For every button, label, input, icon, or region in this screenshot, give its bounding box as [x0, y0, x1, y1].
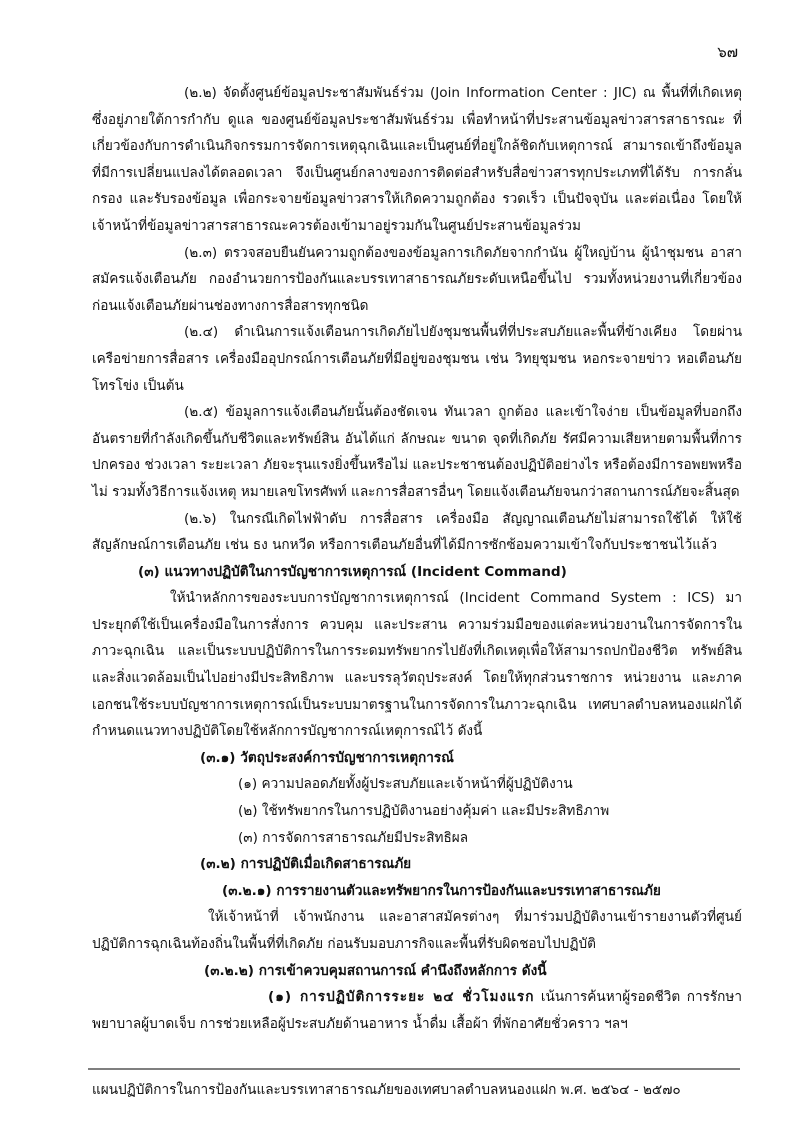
section-3-1-item: (๒) ใช้ทรัพยากรในการปฏิบัติงานอย่างคุ้มค่า และมีประสิทธิภาพ — [238, 803, 610, 820]
footer-text: แผนปฏิบัติการในการป้องกันและบรรเทาสาธารณภัยของเทศบาลตำบลหนองแฝก พ.ศ. ๒๕๖๔ - ๒๕๗๐ — [92, 1082, 681, 1098]
section-3-2-2-item-1 — [92, 984, 742, 1037]
paragraph-2-6: (๒.๖) ในกรณีเกิดไฟฟ้าดับ การสื่อสาร เครื่องมือ สัญญาณเตือนภัยไม่สามารถใช้ได้ ให้ใช้สัญลักษณ์การเตือนภัย เช่น ธง นกหวีด หรือการเตือนภัยอื่นที่ได้มีการซักซ้อมความเข้าใจกับประชาชนไว้แล้ว — [92, 510, 742, 554]
paragraph-2-4: (๒.๔) ดำเนินการแจ้งเตือนการเกิดภัยไปยังชุมชนพื้นที่ที่ประสบภัยและพื้นที่ข้างเคียง โดยผ่านเครือข่ายการสื่อสาร เครื่องมืออุปกรณ์การเตือนภัยที่มีอยู่ของชุมชน เช่น วิทยุชุมชน หอกระจายข่าว หอเตือนภัยโทรโข่ง เป็นต้น — [92, 324, 742, 394]
section-3-2-1-text: ให้เจ้าหน้าที่ เจ้าพนักงาน และอาสาสมัครต่างๆ ที่มาร่วมปฏิบัติงานเข้ารายงานตัวที่ศูนย์ปฏิบัติการฉุกเฉินท้องถิ่นในพื้นที่ที่เกิดภัย ก่อนรับมอบภารกิจและพื้นที่รับผิดชอบไปปฏิบัติ — [92, 909, 742, 952]
section-3-heading: (๓) แนวทางปฏิบัติในการบัญชาการเหตุการณ์ (Incident Command) — [138, 563, 567, 580]
page-body — [92, 80, 742, 1037]
section-3-2-2-item-1-text: เน้นการค้นหาผู้รอดชีวิต การรักษาพยาบาลผู้บาดเจ็บ การช่วยเหลือผู้ประสบภัยด้านอาหาร น้ำดื่ม เสื้อผ้า ที่พักอาศัยชั่วคราว ฯลฯ — [92, 989, 742, 1032]
paragraph-2-3: (๒.๓) ตรวจสอบยืนยันความถูกต้องของข้อมูลการเกิดภัยจากกำนัน ผู้ใหญ่บ้าน ผู้นำชุมชน อาสาสมัครแจ้งเตือนภัย กองอำนวยการป้องกันและบรรเทาสาธารณภัยระดับเหนือขึ้นไป รวมทั้งหน่วยงานที่เกี่ยวข้องก่อนแจ้งเตือนภัยผ่านช่องทางการสื่อสารทุกชนิด — [92, 244, 742, 314]
page-number: ๖๗ — [717, 43, 738, 61]
section-3-1-heading: (๓.๑) วัตถุประสงค์การบัญชาการเหตุการณ์ — [200, 749, 454, 766]
section-3-2-2-item-1-title: (๑) การปฏิบัติการระยะ ๒๔ ชั่วโมงแรก — [268, 989, 535, 1006]
paragraph-2-5: (๒.๕) ข้อมูลการแจ้งเตือนภัยนั้นต้องชัดเจน ทันเวลา ถูกต้อง และเข้าใจง่าย เป็นข้อมูลที่บอกถึงอันตรายที่กำลังเกิดขึ้นกับชีวิตและทรัพย์สิน อันได้แก่ ลักษณะ ขนาด จุดที่เกิดภัย รัศมีความเสียหายตามพื้นที่การปกครอง ช่วงเวลา ระยะเวลา ภัยจะรุนแรงยิ่งขึ้นหรือไม่ และประชาชนต้องปฏิบัติอย่างไร หรือต้องมีการอพยพหรือไม่ รวมทั้งวิธีการแจ้งเหตุ หมายเลขโทรศัพท์ และการสื่อสารอื่นๆ โดยแจ้งเตือนภัยจนกว่าสถานการณ์ภัยจะสิ้นสุด — [92, 404, 742, 500]
section-3-1-item: (๓) การจัดการสาธารณภัยมีประสิทธิผล — [238, 829, 469, 846]
footer-divider — [88, 1068, 740, 1070]
section-3-2-heading: (๓.๒) การปฏิบัติเมื่อเกิดสาธารณภัย — [200, 856, 412, 873]
section-3-intro: ให้นำหลักการของระบบการบัญชาการเหตุการณ์ (Incident Command System : ICS) มาประยุกต์ใช้เป็นเครื่องมือในการสั่งการ ควบคุม และประสาน ความร่วมมือของแต่ละหน่วยงานในการจัดการในภาวะฉุกเฉิน และเป็นระบบปฏิบัติการในการระดมทรัพยากรไปยังที่เกิดเหตุเพื่อให้สามารถปกป้องชีวิต ทรัพย์สินและสิ่งแวดล้อมเป็นไปอย่างมีประสิทธิภาพ และบรรลุวัตถุประสงค์ โดยให้ทุกส่วนราชการ หน่วยงาน และภาคเอกชนใช้ระบบบัญชาการเหตุการณ์เป็นระบบมาตรฐานในการจัดการในภาวะฉุกเฉิน เทศบาลตำบลหนองแฝกได้กำหนดแนวทางปฏิบัติโดยใช้หลักการบัญชาการณ์เหตุการณ์ไว้ ดังนี้ — [92, 590, 742, 740]
section-3-2-2-heading: (๓.๒.๒) การเข้าควบคุมสถานการณ์ คำนึงถึงหลักการ ดังนี้ — [204, 962, 547, 979]
paragraph-2-2: (๒.๒) จัดตั้งศูนย์ข้อมูลประชาสัมพันธ์ร่วม (Join Information Center : JIC) ณ พื้นที่ที่เกิดเหตุ ซึ่งอยู่ภายใต้การกำกับ ดูแล ของศูนย์ข้อมูลประชาสัมพันธ์ร่วม เพื่อทำหน้าที่ประสานข้อมูลข่าวสารสาธารณะ ที่เกี่ยวข้องกับการดำเนินกิจกรรมการจัดการเหตุฉุกเฉินและเป็นศูนย์ที่อยู่ใกล้ชิดกับเหตุการณ์ สามารถเข้าถึงข้อมูลที่มีการเปลี่ยนแปลงได้ตลอดเวลา จึงเป็นศูนย์กลางของการติดต่อสำหรับสื่อข่าวสารทุกประเภทที่ได้รับ การกลั่นกรอง และรับรองข้อมูล เพื่อกระจายข้อมูลข่าวสารให้เกิดความถูกต้อง รวดเร็ว เป็นปัจจุบัน และต่อเนื่อง โดยให้เจ้าหน้าที่ข้อมูลข่าวสารสาธารณะควรต้องเข้ามาอยู่รวมกันในศูนย์ประสานข้อมูลร่วม — [92, 85, 742, 234]
section-3-2-1-heading: (๓.๒.๑) การรายงานตัวและทรัพยากรในการป้องกันและบรรเทาสาธารณภัย — [222, 882, 661, 899]
section-3-1-item: (๑) ความปลอดภัยทั้งผู้ประสบภัยและเจ้าหน้าที่ผู้ปฏิบัติงาน — [238, 776, 573, 793]
